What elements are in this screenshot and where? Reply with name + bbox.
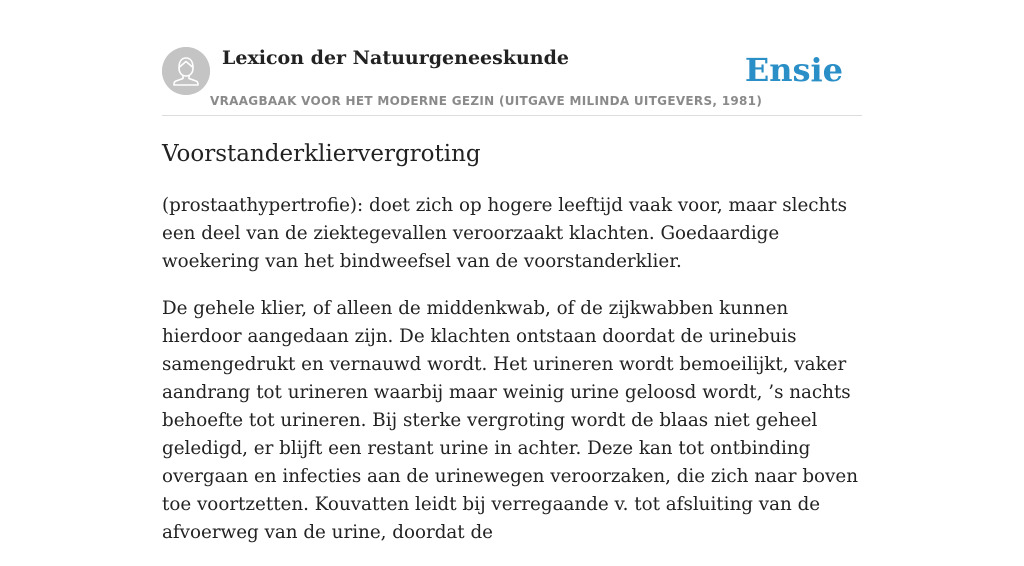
avatar[interactable] [162, 47, 210, 95]
article-paragraph: (prostaathypertrofie): doet zich op hogere leeftijd vaak voor, maar slechts een deel van de ziektegevallen veroorzaakt klachten. Goedaardige woekering van het bindweefsel van de voorstanderklier. [162, 195, 848, 272]
source-subtitle: VRAAGBAAK VOOR HET MODERNE GEZIN (UITGAVE MILINDA UITGEVERS, 1981) [210, 94, 763, 108]
header-divider [162, 115, 862, 116]
article [162, 136, 862, 566]
user-icon [162, 47, 210, 95]
article-title: Voorstanderkliervergroting [162, 141, 481, 167]
article-paragraph: De gehele klier, of alleen de middenkwab, of de zijkwabben kunnen hierdoor aangedaan zijn. De klachten ontstaan doordat de urinebuis samengedrukt en vernauwd wordt. Het urineren wordt bemoeilijkt, vaker aandrang tot urineren waarbij maar weinig urine geloosd wordt, ’s nachts behoefte tot urineren. Bij sterke vergroting wordt de blaas niet geheel geledigd, er blijft een restant urine in achter. Deze kan tot ontbinding overgaan en infecties aan de urinewegen veroorzaken, die zich naar boven toe voortzetten. Kouvatten leidt bij verregaande v. tot afsluiting van de afvoerweg van de urine, doordat de [162, 298, 858, 543]
source-title[interactable]: Lexicon der Natuurgeneeskunde [222, 47, 569, 69]
ensie-logo[interactable]: Ensie [744, 51, 843, 89]
